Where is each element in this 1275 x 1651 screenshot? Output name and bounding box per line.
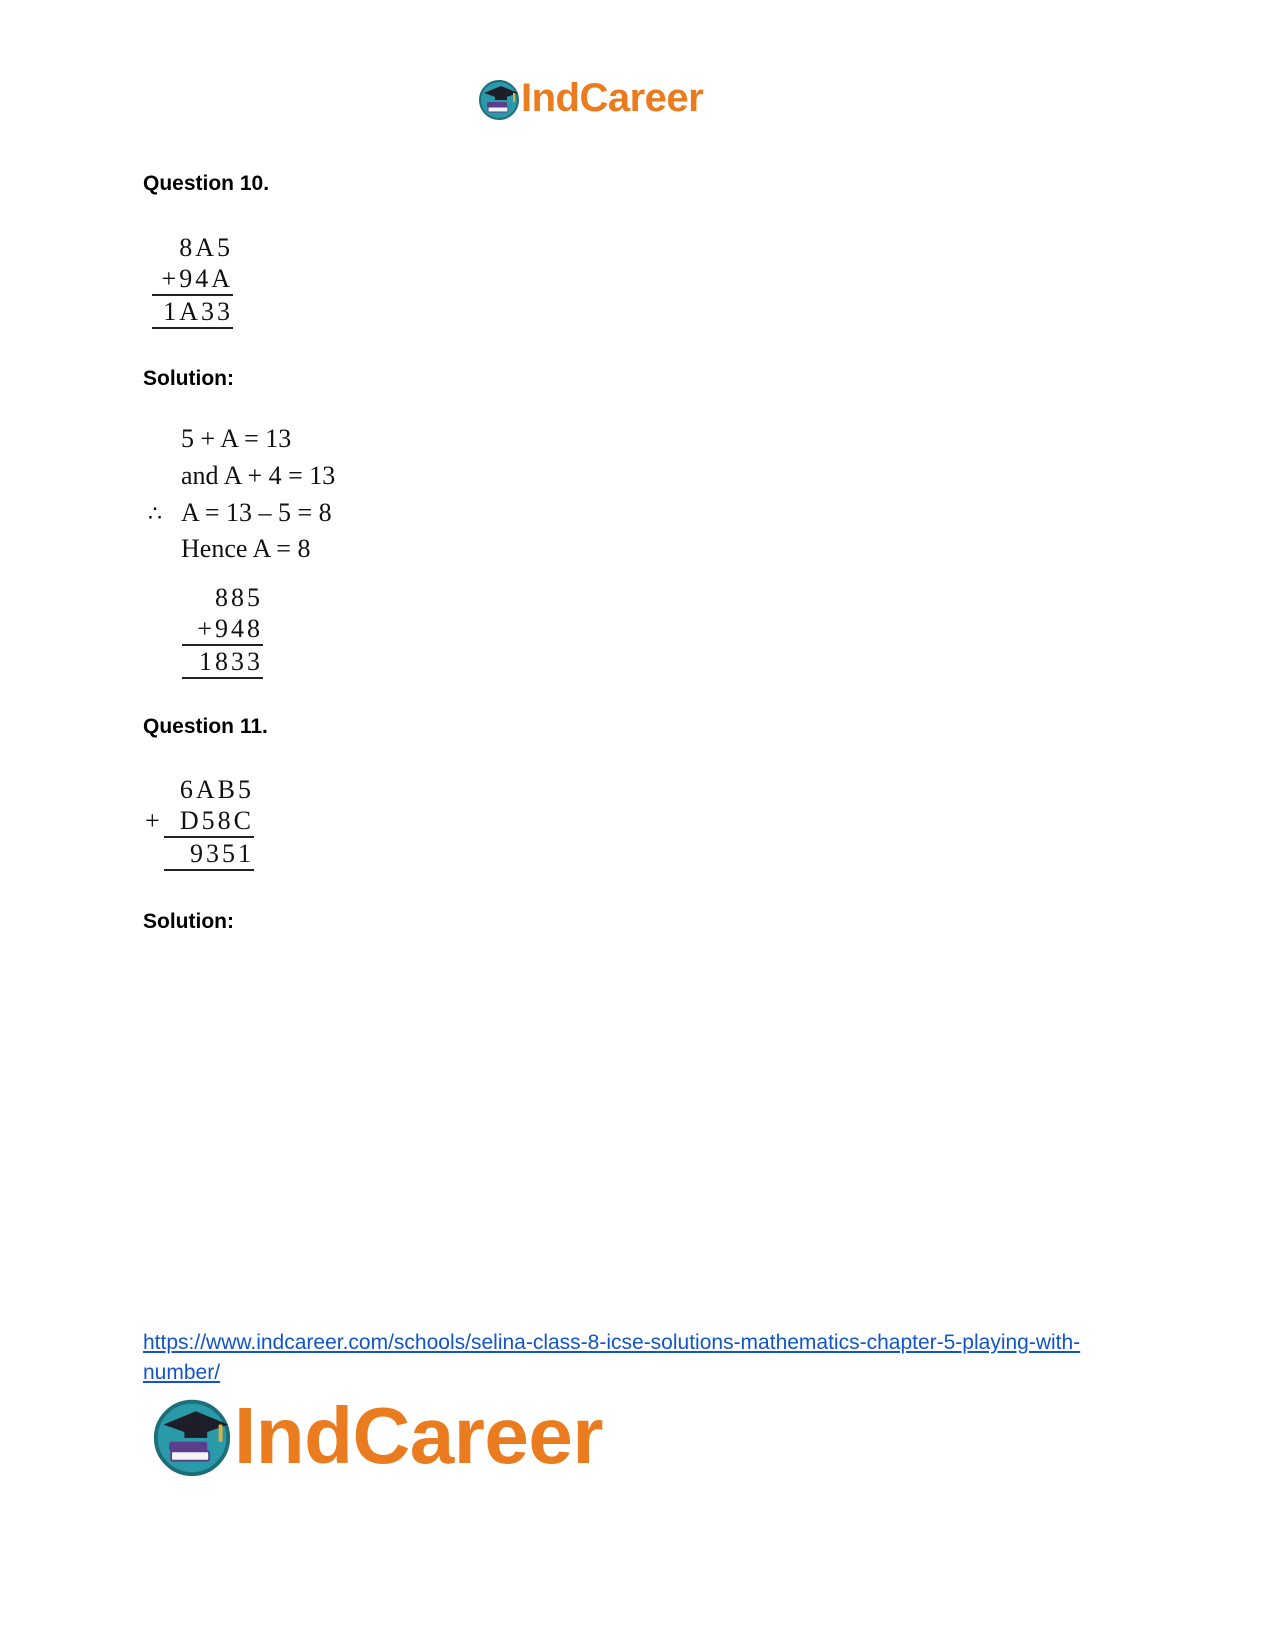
footer-logo (152, 1391, 603, 1480)
question-10-solution-heading: Solution: (143, 367, 234, 390)
footer-logo-text: IndCareer (234, 1391, 603, 1480)
problem-addend-2: D58C (179, 806, 254, 835)
verify-addend-2: +948 (197, 614, 263, 643)
header-logo (478, 76, 703, 121)
question-10-heading: Question 10. (143, 172, 270, 195)
solution-step-4: Hence A = 8 (181, 534, 311, 563)
question-11-solution-heading: Solution: (143, 910, 234, 933)
graduation-cap-books-icon (152, 1396, 232, 1476)
problem-addend-1: 6AB5 (179, 775, 254, 804)
question-11-heading: Question 11. (143, 715, 268, 738)
graduation-cap-books-icon (478, 78, 520, 120)
problem-addend-1: 8A5 (179, 233, 233, 262)
verify-underline (182, 677, 263, 679)
verify-sum: 1833 (182, 644, 263, 677)
question-10-verification (182, 582, 263, 679)
solution-step-3: A = 13 – 5 = 8 (181, 498, 332, 527)
problem-underline (164, 869, 254, 871)
problem-sum: 9351 (164, 836, 254, 869)
source-url-link[interactable]: https://www.indcareer.com/schools/selina-class-8-icse-solutions-mathematics-chapter-5-playing-with-number/ (143, 1331, 1081, 1384)
verify-addend-1: 885 (215, 583, 263, 612)
plus-sign: + (145, 806, 160, 835)
problem-underline (152, 327, 233, 329)
question-11-problem (164, 774, 254, 871)
question-10-problem (152, 232, 233, 329)
solution-step-2: and A + 4 = 13 (181, 461, 336, 490)
header-logo-text: IndCareer (521, 76, 704, 120)
problem-addend-2: +94A (161, 264, 233, 293)
therefore-symbol: ∴ (148, 502, 162, 527)
solution-step-1: 5 + A = 13 (181, 424, 292, 453)
problem-sum: 1A33 (152, 294, 233, 327)
